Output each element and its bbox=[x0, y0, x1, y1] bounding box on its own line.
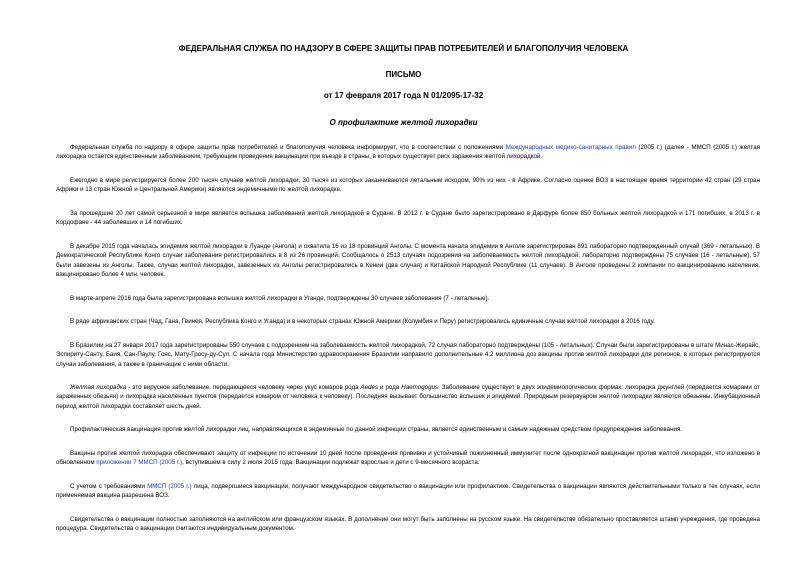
paragraph-6: В ряде африканских стран (Чад, Гана, Гвинея, Республика Конго и Уганда) и в некоторых странах Южной Америки (Колумбия и Перу) регистрировались единичные случаи желтой лихорадки в 2016 году. bbox=[70, 318, 655, 326]
paragraph-text: Вакцины против желтой лихорадки обеспечивают защиту от инфекции по истечении 10 дней после проведения прививки и устойчивый пожизненный иммунитет после однократной вакцинации против желтой лихорадки, что изложено в обновленном bbox=[56, 450, 760, 467]
document-subject: О профилактике желтой лихорадки bbox=[329, 118, 478, 127]
paragraph-text: (2005 г.) (далее - ММСП (2005 г.) желтая лихорадка остается единственным заболеванием, требующим проведения вакцинации при въезде в страны, в которых существует риск заражения желтой лихорадкой. bbox=[56, 144, 760, 161]
term-haemogogus: Haemogogus bbox=[401, 384, 439, 392]
ihr-link[interactable]: Международных медико-санитарных правил bbox=[505, 144, 636, 151]
paragraph-text: . Заболевание существует в двух эпидемиологических формах: лихорадка джунглей (передается комарами от зараженных обезьян) и лихорадка населённых пунктов (передается комаром от человека к человеку). Последняя вызывает большинство вспышек и эпидемий. Природным резервуаром желтой лихорадки являются обезьяны. Инкубационный период желтой лихорадки составляет шесть дней. bbox=[56, 384, 760, 410]
paragraph-text: С учетом с требованиями bbox=[70, 483, 148, 491]
document-type: ПИСЬМО bbox=[385, 70, 422, 79]
paragraph-text: лица, подвергшиеся вакцинации, получают международное свидетельство о вакцинации или профилактике. Свидетельства о вакцинации являются действительными только в тех случаях, если применяемая вакцина разрешена ВОЗ. bbox=[56, 483, 760, 500]
document-date-number: от 17 февраля 2017 года N 01/2095-17-32 bbox=[323, 91, 484, 100]
paragraph-12: Свидетельства о вакцинации полностью заполняются на английском или французском языках. В дополнение они могут быть заполнены на русском языке. На свидетельстве обязательно проставляется штамп учреждения, где проведена процедура. Свидетельства о вакцинации считаются индивидуальным документом. bbox=[56, 516, 760, 533]
paragraph-4: В декабре 2015 года началась эпидемия желтой лихорадки в Луанде (Ангола) и охватила 16 из 18 провинций Анголы. С момента начала эпидемии в Анголе зарегистрирован 891 лабораторно подтвержденный случай (369 - летальных). В Демократической Республике Конго случаи заболевания регистрировались в 8 из 26 провинций. Сообщалось о 2513 случаях подозрения на заболеваемость желтой лихорадкой, лабораторно подтверждены 75 случаев (16 - летальные), 57 были завезены из Анголы. Также, случаи желтой лихорадки, завезенных из Анголы регистрировались в Кении (два случая) и Китайской Народной Республике (11 случаев). В Анголе проведены 2 компании по вакцинированию населения, вакцинировано более 4 млн. человек. bbox=[56, 242, 760, 278]
paragraph-8 bbox=[56, 383, 760, 411]
paragraph-text: , вступившем в силу 2 июля 2015 года. Вакцинации подлежат взрослые и дети с 9-месячного возраста. bbox=[182, 459, 480, 467]
ihr-annex7-link[interactable]: приложении 7 ММСП (2005 г.) bbox=[96, 459, 183, 467]
paragraph-7: В Бразилии на 27 января 2017 года зарегистрированы 550 случаев с подозрением на заболеваемость желтой лихорадкой, 72 случая лабораторно подтверждены (105 - летальных). Случаи были зарегистрированы в штате Минас-Жерайс, Эспириту-Санту, Баия, Сан-Паулу, Гояс, Мату-Гросу-ду-Сул. С начала года Министерство здравоохранения Бразилии направило дополнительные 4,2 миллиона доз вакцины против желтой лихорадки для регионов, в которых регистрируются случаи заболевания, а также в граничащие с ними области. bbox=[56, 341, 760, 368]
paragraph-2: Ежегодно в мире регистрируется более 200 тысяч случаев желтой лихорадки, 30 тысяч из которых заканчиваются летальным исходом, 90% из них - в Африке. Согласно оценке ВОЗ в настоящее время территории 42 стран (29 стран Африки и 13 стран Южной и Центральной Америки) являются эндемичными по желтой лихорадке. bbox=[56, 176, 760, 194]
paragraph-1 bbox=[56, 143, 760, 162]
paragraph-10 bbox=[56, 449, 760, 468]
paragraph-5: В марте-апреле 2016 года была зарегистрирована вспышка желтой лихорадки в Уганде, подтверждены 30 случаев заболевания (7 - летальные). bbox=[70, 294, 490, 302]
paragraph-3: За прошедшие 20 лет самой серьезной в мире является вспышка заболеваний желтой лихорадкой в Судане. В 2012 г. в Судане было зарегистрировано в Дарфуре более 850 больных желтой лихорадкой и 171 погибших, в 2013 г. в Кордофане - 44 заболевших и 14 погибших. bbox=[56, 209, 760, 227]
paragraph-9: Профилактическая вакцинация против желтой лихорадки лиц, направляющихся в эндемичные по данной инфекции страны, является единственным и самым надежным средством предупреждения заболевания. bbox=[70, 426, 683, 434]
paragraph-text: и рода bbox=[378, 384, 402, 392]
paragraph-text: Федеральная служба по надзору в сфере защиты прав потребителей и благополучия человека информирует, что в соответствии с положениями bbox=[70, 144, 506, 151]
paragraph-text: - это вирусное заболевание, передающееся человеку через укус комаров рода bbox=[126, 384, 361, 392]
term-yellow-fever: Желтая лихорадка bbox=[70, 384, 127, 392]
document-body bbox=[56, 143, 760, 548]
ihr-link[interactable]: ММСП (2005 г.) bbox=[147, 483, 192, 491]
term-aedes: Aedes bbox=[360, 384, 379, 392]
paragraph-11 bbox=[56, 482, 760, 501]
agency-title: ФЕДЕРАЛЬНАЯ СЛУЖБА ПО НАДЗОРУ В СФЕРЕ ЗАЩИТЫ ПРАВ ПОТРЕБИТЕЛЕЙ И БЛАГОПОЛУЧИЯ ЧЕЛОВЕКА bbox=[178, 44, 629, 53]
